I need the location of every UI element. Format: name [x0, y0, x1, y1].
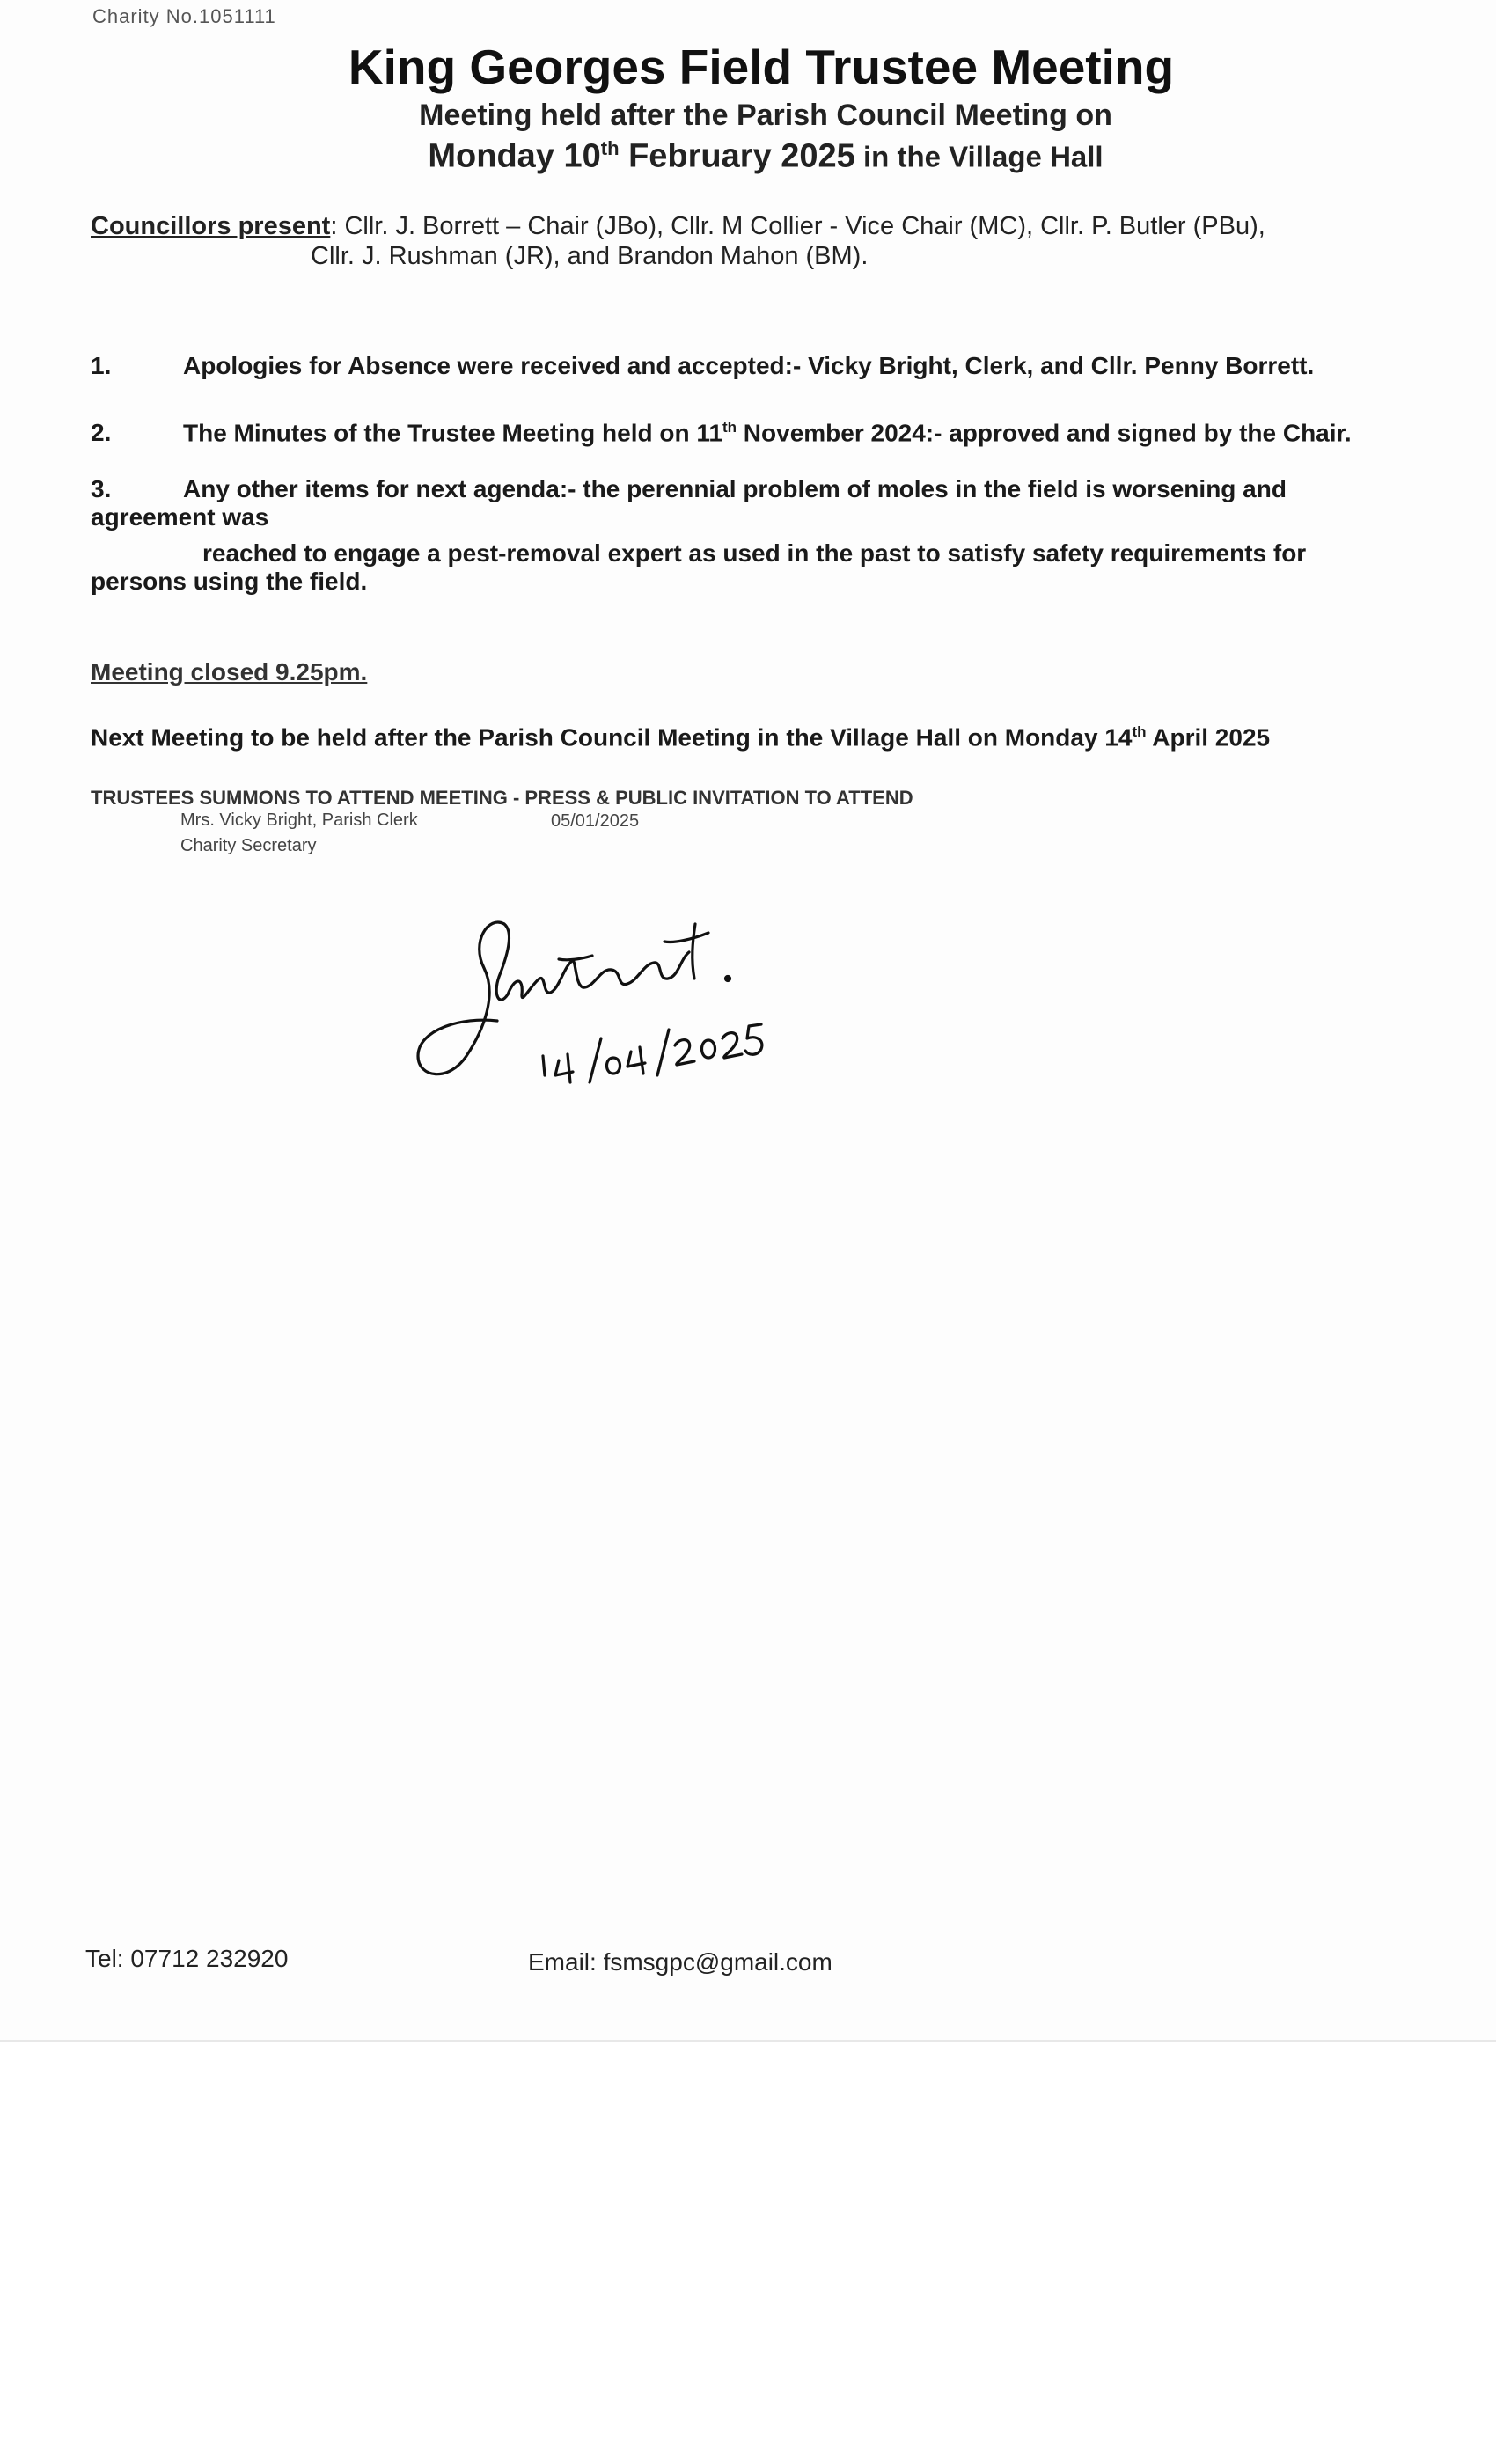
- footer-email: Email: fsmsgpc@gmail.com: [528, 1948, 832, 1976]
- signature-stroke: [693, 924, 695, 979]
- signature-stroke: [745, 1024, 762, 1054]
- footer-telephone: Tel: 07712 232920: [85, 1945, 289, 1972]
- meeting-place: in the Village Hall: [854, 140, 1104, 173]
- agenda-item-1: [91, 352, 1314, 380]
- summons-date: 05/01/2025: [551, 811, 640, 831]
- signature-stroke: [607, 1058, 620, 1074]
- meeting-closed: Meeting closed 9.25pm.: [91, 658, 368, 686]
- agenda-item-2: [91, 414, 1352, 447]
- item-text-line-1: Any other items for next agenda:- the perennial problem of moles in the field is worsening and: [183, 475, 1287, 502]
- councillors-line-2: Cllr. J. Rushman (JR), and Brandon Mahon (BM).: [311, 242, 869, 270]
- clerk-name: Mrs. Vicky Bright, Parish Clerk: [180, 810, 418, 830]
- item-text: Apologies for Absence were received and accepted:- Vicky Bright, Clerk, and Cllr. Penny Borrett.: [183, 352, 1315, 379]
- next-meeting-date-suffix: th: [1132, 723, 1147, 740]
- signature-stroke: [418, 922, 504, 1074]
- meeting-date-suffix: th: [600, 137, 620, 159]
- summons-heading: TRUSTEES SUMMONS TO ATTEND MEETING - PRESS & PUBLIC INVITATION TO ATTEND: [91, 787, 913, 809]
- signature-stroke: [590, 1038, 601, 1082]
- signature-stroke: [726, 977, 730, 981]
- meeting-date-rest: February 2025: [619, 137, 855, 175]
- signature-stroke: [496, 924, 509, 1000]
- page-title: King Georges Field Trustee Meeting: [348, 40, 1175, 94]
- agenda-item-3: [91, 475, 1306, 596]
- item-text-line-2: agreement was: [91, 503, 269, 531]
- item-text-line-3: reached to engage a pest-removal expert as used in the past to satisfy safety requirements for: [202, 539, 1307, 567]
- meeting-date-prefix: Monday 10: [428, 137, 601, 175]
- signature-stroke: [664, 933, 708, 942]
- item-text-line-4: persons using the field.: [91, 568, 368, 595]
- signature-stroke: [559, 956, 592, 960]
- subtitle-line-1: Meeting held after the Parish Council Meeting on: [419, 99, 1112, 132]
- item-date-suffix: th: [722, 419, 737, 436]
- chair-signature: [400, 906, 805, 1109]
- councillors-present: [91, 211, 1265, 271]
- next-meeting-text: Next Meeting to be held after the Parish Council Meeting in the Village Hall on Monday 14: [91, 723, 1133, 752]
- item-number: 2.: [91, 419, 112, 447]
- clerk-role: Charity Secretary: [180, 836, 317, 855]
- item-number: 3.: [91, 475, 112, 502]
- signature-stroke: [508, 952, 689, 998]
- signature-stroke: [627, 1047, 645, 1074]
- item-text-rest: November 2024:- approved and signed by the Chair.: [737, 419, 1352, 447]
- signature-stroke: [722, 1033, 742, 1058]
- next-meeting-text-rest: April 2025: [1146, 723, 1271, 752]
- signature-stroke: [675, 1040, 694, 1065]
- subtitle-line-2: [0, 137, 1496, 175]
- signature-stroke: [543, 1056, 545, 1075]
- item-text: The Minutes of the Trustee Meeting held on 11: [183, 419, 722, 447]
- councillors-label: Councillors present: [91, 212, 331, 240]
- signature-stroke: [657, 1030, 669, 1075]
- councillors-line-1: : Cllr. J. Borrett – Chair (JBo), Cllr. M Collier - Vice Chair (MC), Cllr. P. Butler (PBu),: [330, 212, 1265, 240]
- signature-stroke: [702, 1040, 715, 1058]
- item-number: 1.: [91, 352, 112, 379]
- charity-number-fragment: Charity No.1051111: [92, 5, 276, 27]
- next-meeting: [91, 723, 1270, 752]
- signature-stroke: [555, 1054, 573, 1082]
